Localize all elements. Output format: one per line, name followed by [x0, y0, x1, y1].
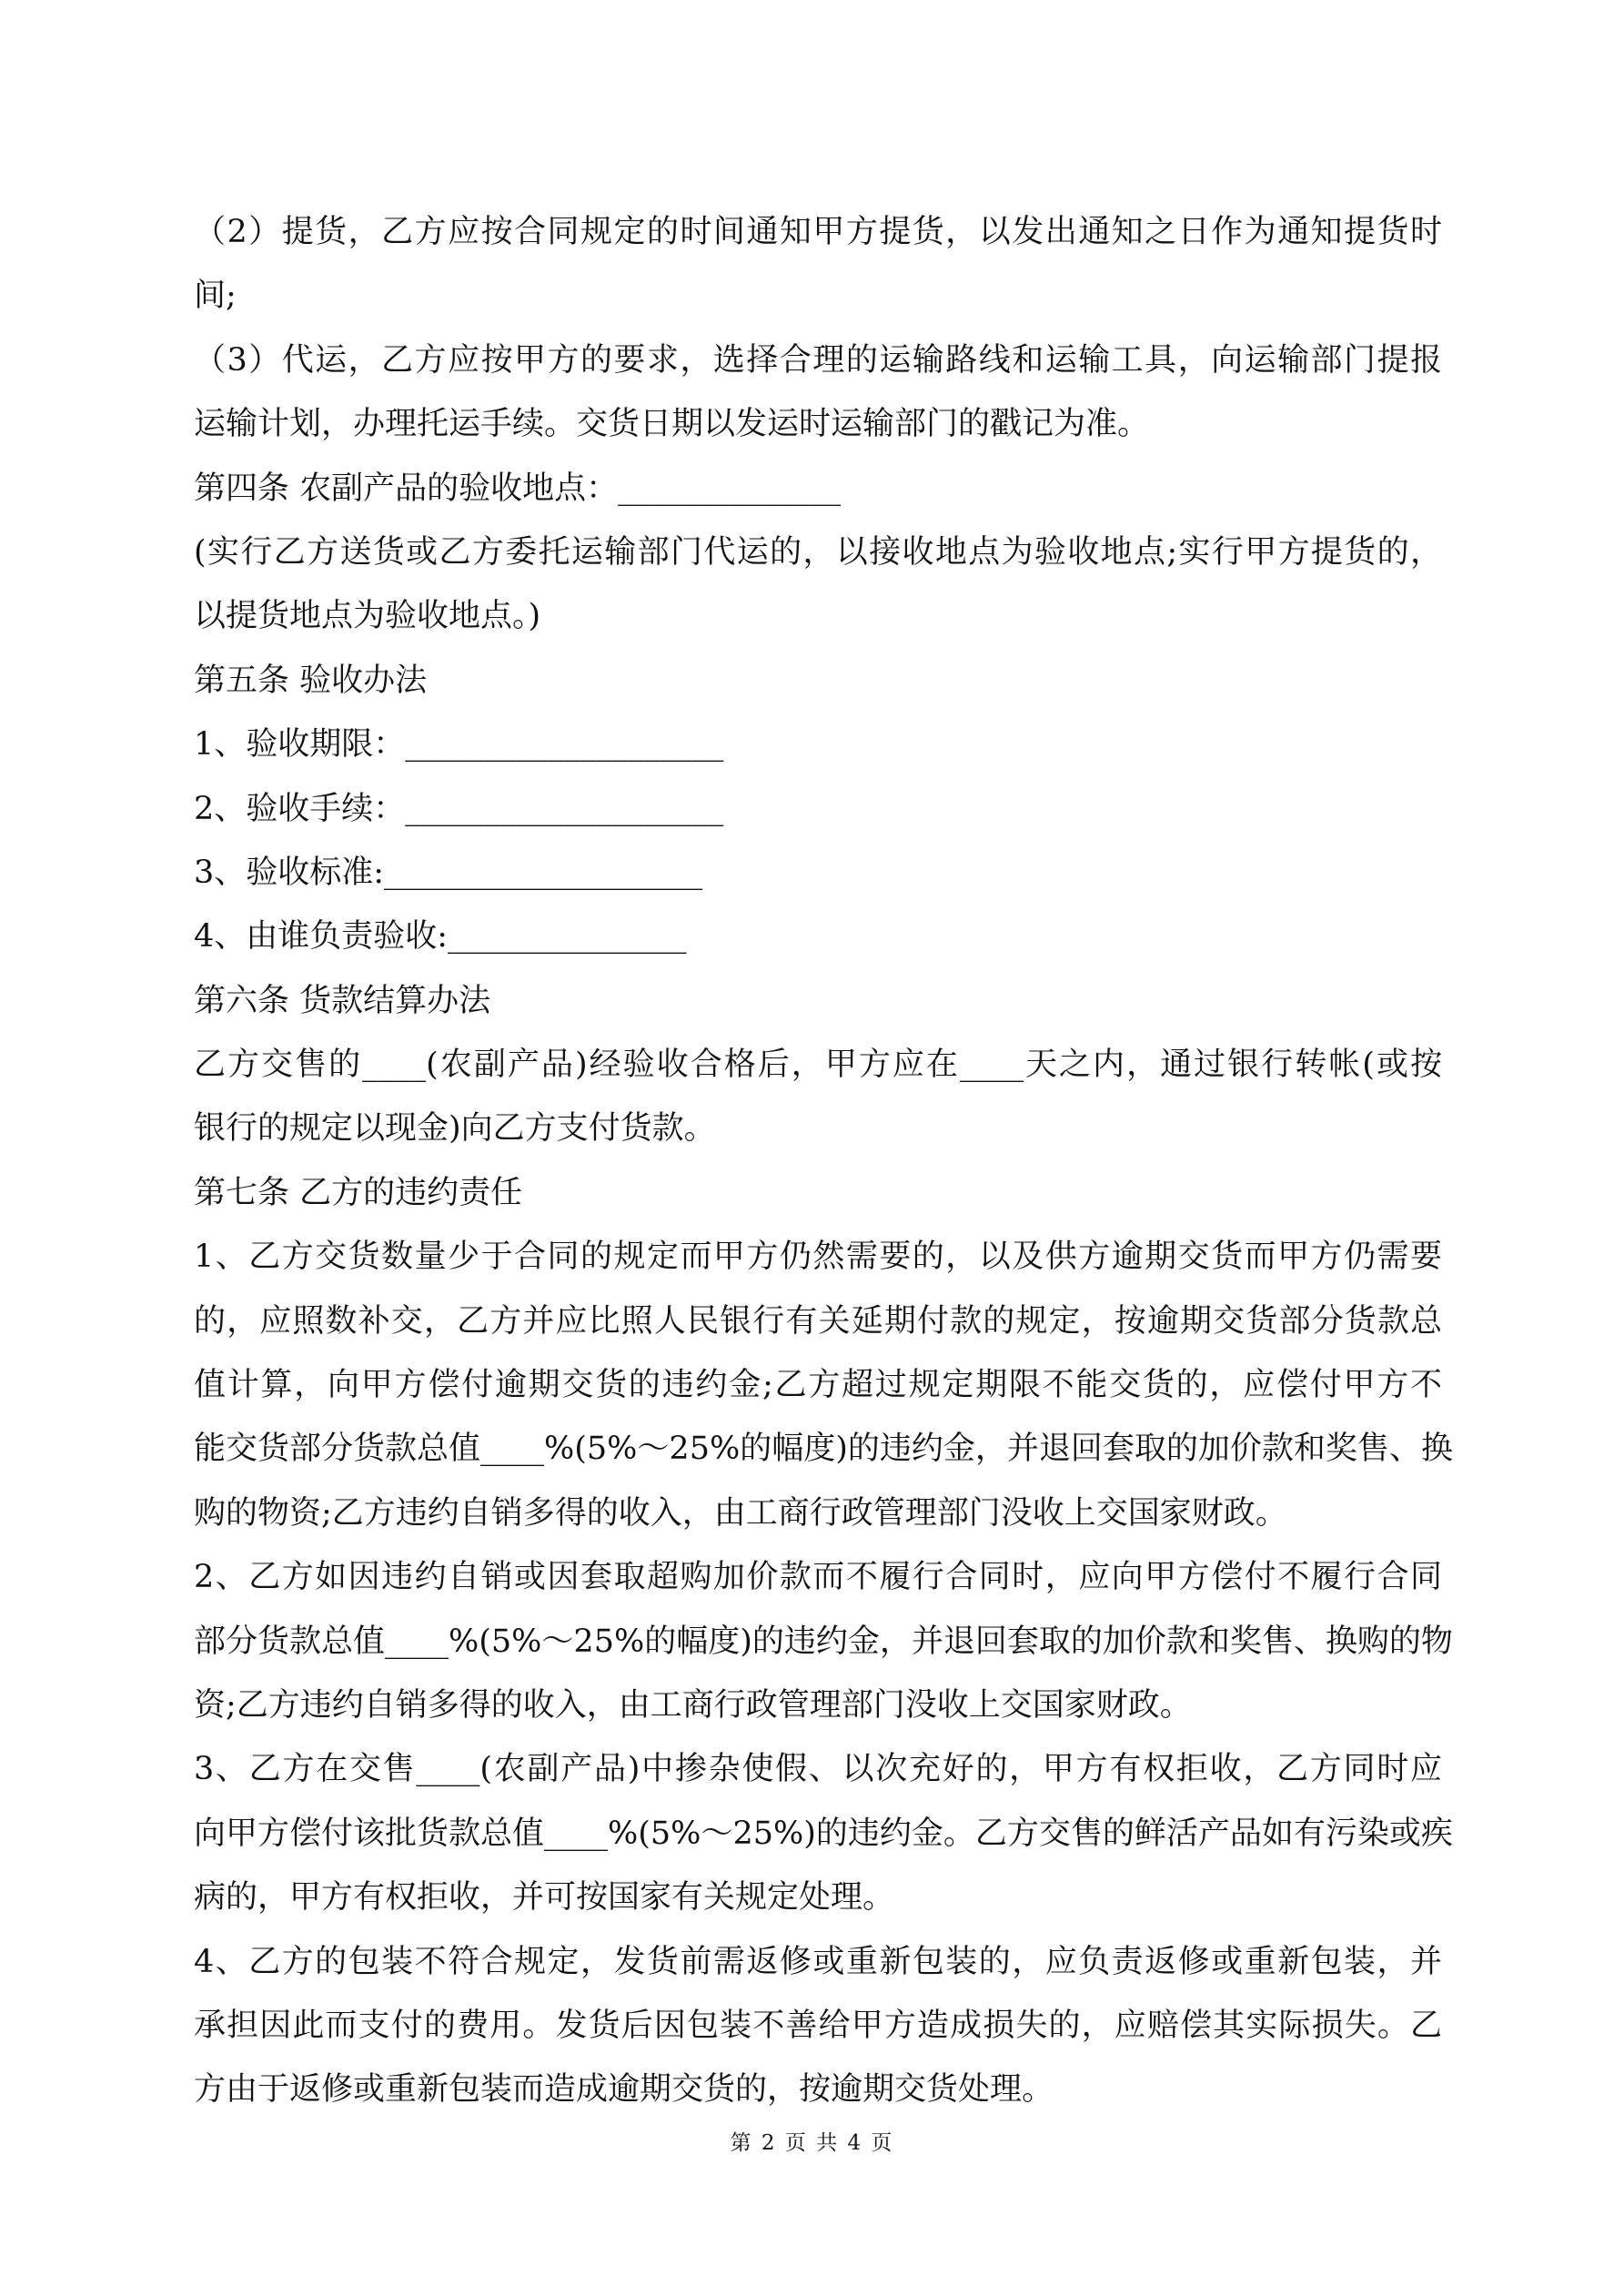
document-body: [194, 200, 1453, 2122]
paragraph: [194, 200, 1442, 329]
text-line: 1、乙方交货数量少于合同的规定而甲方仍然需要的，以及供方逾期交货而甲方仍需要: [194, 1239, 1442, 1276]
paragraph: [194, 841, 1442, 905]
text-line: 资;乙方违约自销多得的收入，由工商行政管理部门没收上交国家财政。: [194, 1686, 1192, 1724]
text-line: 承担因此而支付的费用。发货后因包装不善给甲方造成损失的，应赔偿其实际损失。乙: [194, 2007, 1442, 2044]
text-line: 3、乙方在交售____(农副产品)中掺杂使假、以次充好的，甲方有权拒收，乙方同时应: [194, 1751, 1442, 1788]
paragraph: [194, 1930, 1442, 2122]
text-line: 乙方交售的____(农副产品)经验收合格后，甲方应在____天之内，通过银行转帐(或按: [194, 1047, 1442, 1084]
text-line: 间;: [194, 278, 237, 315]
text-line: 以提货地点为验收地点。): [194, 598, 541, 635]
text-line: （2）提货，乙方应按合同规定的时间通知甲方提货，以发出通知之日作为通知提货时: [194, 214, 1442, 250]
text-line: 2、验收手续：____________________: [194, 790, 724, 827]
text-line: (实行乙方送货或乙方委托运输部门代运的，以接收地点为验收地点;实行甲方提货的，: [194, 533, 1442, 571]
text-line: 第五条 验收办法: [194, 662, 428, 699]
text-line: 向甲方偿付该批货款总值____%(5%～25%)的违约金。乙方交售的鲜活产品如有污染或疾: [194, 1815, 1453, 1852]
paragraph: [194, 969, 1442, 1033]
paragraph: [194, 1737, 1453, 1929]
text-line: 能交货部分货款总值____%(5%～25%的幅度)的违约金，并退回套取的加价款和奖售、换: [194, 1431, 1453, 1468]
page-number: 第 2 页 共 4 页: [730, 2131, 894, 2155]
paragraph: [194, 1225, 1453, 1545]
paragraph: [194, 521, 1442, 649]
paragraph: [194, 649, 1442, 713]
paragraph: [194, 457, 1442, 521]
text-line: 第四条 农副产品的验收地点：______________: [194, 470, 842, 507]
text-line: 银行的规定以现金)向乙方支付货款。: [194, 1110, 716, 1148]
text-line: （3）代运，乙方应按甲方的要求，选择合理的运输路线和运输工具，向运输部门提报: [194, 341, 1442, 379]
text-line: 部分货款总值____%(5%～25%的幅度)的违约金，并退回套取的加价款和奖售、换购的物: [194, 1623, 1453, 1660]
paragraph: [194, 329, 1442, 457]
text-line: 运输计划，办理托运手续。交货日期以发运时运输部门的戳记为准。: [194, 406, 1150, 443]
text-line: 的，应照数补交，乙方并应比照人民银行有关延期付款的规定，按逾期交货部分货款总: [194, 1302, 1442, 1340]
text-line: 值计算，向甲方偿付逾期交货的违约金;乙方超过规定期限不能交货的，应偿付甲方不: [194, 1367, 1442, 1404]
text-line: 购的物资;乙方违约自销多得的收入，由工商行政管理部门没收上交国家财政。: [194, 1494, 1287, 1532]
text-line: 方由于返修或重新包装而造成逾期交货的，按逾期交货处理。: [194, 2071, 1054, 2109]
paragraph: [194, 1033, 1442, 1161]
text-line: 第七条 乙方的违约责任: [194, 1174, 523, 1211]
paragraph: [194, 905, 1442, 968]
text-line: 3、验收标准:____________________: [194, 854, 703, 891]
text-line: 第六条 货款结算办法: [194, 982, 491, 1019]
paragraph: [194, 713, 1442, 776]
text-line: 病的，甲方有权拒收，并可按国家有关规定处理。: [194, 1879, 895, 1917]
paragraph: [194, 777, 1442, 841]
text-line: 1、验收期限：____________________: [194, 726, 724, 764]
text-line: 4、由谁负责验收:_______________: [194, 918, 687, 956]
paragraph: [194, 1161, 1442, 1225]
text-line: 4、乙方的包装不符合规定，发货前需返修或重新包装的，应负责返修或重新包装，并: [194, 1943, 1442, 1980]
paragraph: [194, 1545, 1453, 1737]
text-line: 2、乙方如因违约自销或因套取超购加价款而不履行合同时，应向甲方偿付不履行合同: [194, 1559, 1442, 1596]
